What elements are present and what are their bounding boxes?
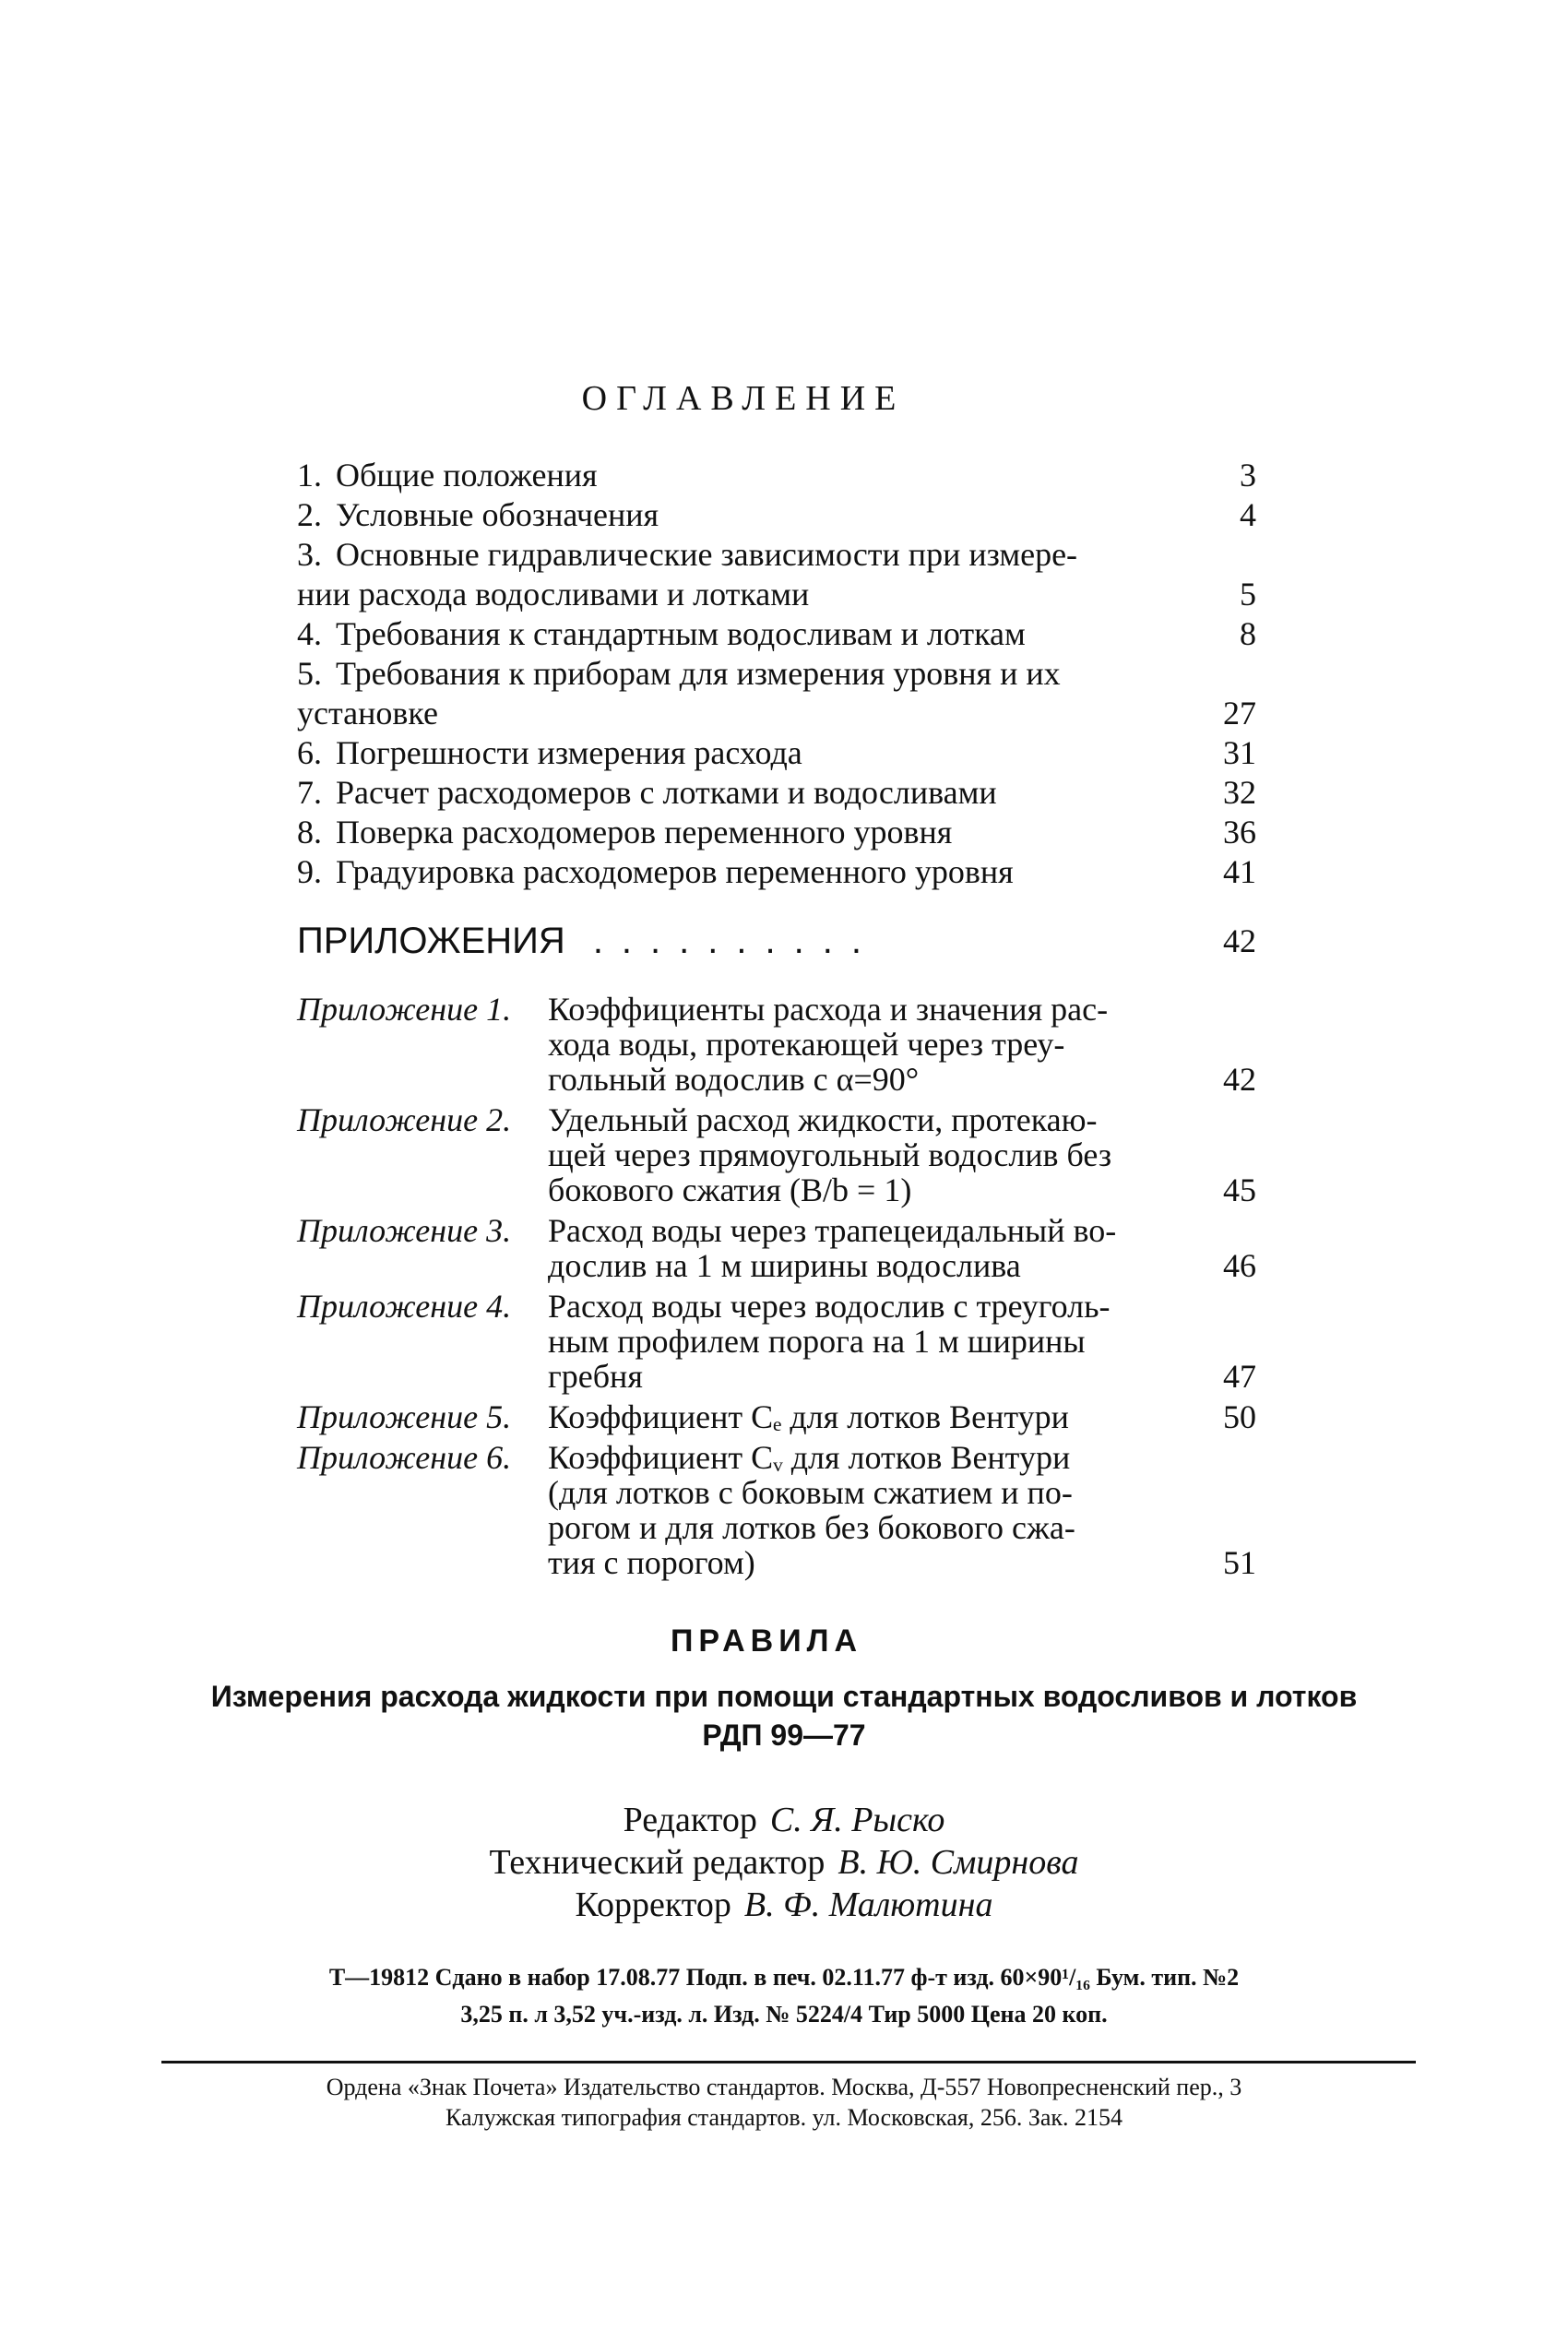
credit-role: Редактор — [623, 1801, 757, 1839]
toc-entry-text: Основные гидравлические зависимости при измере- — [336, 536, 1078, 573]
appendix-text-line: хода воды, протекающей через треу- — [548, 1026, 1065, 1063]
toc-entry-page: 8 — [1240, 615, 1256, 652]
toc-entry-text: Расчет расходомеров с лотками и водосливами — [336, 774, 997, 811]
imprint-line-2: 3,25 п. л 3,52 уч.-изд. л. Изд. № 5224/4 Тир 5000 Цена 20 коп. — [460, 2001, 1108, 2028]
toc-entry-text: Градуировка расходомеров переменного уровня — [336, 853, 1014, 890]
appendix-text-line: рогом и для лотков без бокового сжа- — [548, 1509, 1075, 1546]
appendices-heading-label: ПРИЛОЖЕНИЯ — [297, 921, 565, 961]
toc-entry-line — [297, 614, 1173, 654]
leader-dots: .......... — [592, 921, 880, 961]
appendix-label: Приложение 3. — [297, 1212, 512, 1249]
toc-entry-text: Условные обозначения — [336, 496, 659, 533]
credit-tech-editor — [0, 1841, 1568, 1884]
appendix-text-line: (для лотков с боковым сжатием и по- — [548, 1474, 1073, 1511]
toc-entry-number: 6. — [297, 734, 322, 771]
credit-proofreader — [0, 1884, 1568, 1926]
toc-entry-line — [297, 535, 1173, 575]
credit-role: Технический редактор — [489, 1843, 826, 1882]
toc-entry — [297, 456, 1256, 495]
toc-entry-page: 5 — [1240, 576, 1256, 612]
toc-entry-number: 9. — [297, 853, 322, 890]
publisher-line-2: Калужская типография стандартов. ул. Московская, 256. Зак. 2154 — [445, 2104, 1123, 2131]
appendix-label: Приложение 6. — [297, 1439, 512, 1476]
credits — [0, 1799, 1568, 1926]
toc-entry-page: 31 — [1223, 734, 1256, 771]
toc-entry-number: 7. — [297, 774, 322, 811]
toc-entry-number: 4. — [297, 615, 322, 652]
appendix-page: 46 — [1223, 1247, 1256, 1284]
toc-entry-line — [297, 694, 1173, 733]
toc-entry-line — [297, 495, 1173, 535]
toc-entry-line — [297, 773, 1173, 813]
appendix-text-line: Расход воды через трапецеидальный во- — [548, 1212, 1117, 1249]
toc-title: ОГЛАВЛЕНИЕ — [581, 379, 906, 418]
toc-entry — [297, 535, 1256, 614]
appendix-entry — [297, 992, 1256, 1097]
appendices-heading-page: 42 — [1223, 922, 1256, 959]
credit-role: Корректор — [575, 1885, 731, 1924]
toc-entry — [297, 654, 1256, 733]
imprint-line-1: Т—19812 Сдано в набор 17.08.77 Подп. в печ. 02.11.77 ф-т изд. 60×90¹/₁₆ Бум. тип. №2 — [328, 1964, 1240, 1991]
appendix-entry — [297, 1289, 1256, 1394]
appendix-label: Приложение 1. — [297, 991, 512, 1028]
toc-entry-text: Общие положения — [336, 457, 598, 494]
toc-entry-number: 2. — [297, 496, 322, 533]
rules-subtitle-line-1: Измерения расхода жидкости при помощи стандартных водосливов и лотков — [210, 1680, 1358, 1713]
divider — [161, 2061, 1416, 2063]
publisher — [0, 2072, 1568, 2133]
appendix-label: Приложение 5. — [297, 1398, 512, 1435]
toc-entry-number: 3. — [297, 536, 322, 573]
appendix-page: 51 — [1223, 1544, 1256, 1581]
appendix-page: 47 — [1223, 1358, 1256, 1395]
appendix-text-line: Коэффициент Cᵥ для лотков Вентури — [548, 1439, 1071, 1476]
toc-entry-page: 3 — [1240, 457, 1256, 494]
toc-entry — [297, 813, 1256, 852]
appendix-entry — [297, 1399, 1256, 1434]
rules-subtitle-line-2: РДП 99—77 — [702, 1719, 866, 1752]
appendix-text-line: гребня — [548, 1358, 643, 1395]
appendix-entries — [297, 992, 1256, 1580]
toc-entry-number: 8. — [297, 814, 322, 850]
toc-entry-line — [297, 456, 1173, 495]
appendix-entry — [297, 1440, 1256, 1580]
appendix-text-line: дослив на 1 м ширины водослива — [548, 1247, 1021, 1284]
publisher-line-1: Ордена «Знак Почета» Издательство стандартов. Москва, Д-557 Новопресненский пер., 3 — [326, 2074, 1242, 2100]
toc-entries — [297, 456, 1256, 892]
toc-entry-line — [297, 813, 1173, 852]
table-of-contents — [297, 456, 1256, 1586]
toc-entry-number: 5. — [297, 655, 322, 692]
appendix-text-line: бокового сжатия (B/b = 1) — [548, 1171, 912, 1208]
credit-person: В. Ю. Смирнова — [837, 1843, 1079, 1882]
toc-entry-line — [297, 852, 1173, 892]
appendices-heading — [297, 918, 1256, 964]
appendix-entry — [297, 1102, 1256, 1207]
rules-subtitle — [0, 1677, 1568, 1754]
toc-entry-page: 41 — [1223, 853, 1256, 890]
appendix-text-line: Коэффициенты расхода и значения рас- — [548, 991, 1109, 1028]
appendix-label: Приложение 2. — [297, 1101, 512, 1138]
toc-entry — [297, 733, 1256, 773]
appendix-page: 42 — [1223, 1061, 1256, 1098]
toc-entry-text: Погрешности измерения расхода — [336, 734, 802, 771]
appendix-text-line: щей через прямоугольный водослив без — [548, 1136, 1112, 1173]
toc-entry-number: 1. — [297, 457, 322, 494]
toc-entry-page: 32 — [1223, 774, 1256, 811]
rules-title: ПРАВИЛА — [670, 1623, 863, 1659]
toc-entry-text: установке — [297, 695, 438, 731]
toc-entry-text: нии расхода водосливами и лотками — [297, 576, 810, 612]
appendix-text-line: Коэффициент Cₑ для лотков Вентури — [548, 1398, 1069, 1435]
credit-person: С. Я. Рыско — [769, 1801, 945, 1839]
toc-entry-text: Требования к стандартным водосливам и лоткам — [336, 615, 1026, 652]
appendix-page: 50 — [1223, 1398, 1256, 1435]
appendix-text-line: ным профилем порога на 1 м ширины — [548, 1323, 1086, 1360]
toc-entry — [297, 495, 1256, 535]
toc-entry-page: 27 — [1223, 695, 1256, 731]
toc-entry-text: Поверка расходомеров переменного уровня — [336, 814, 953, 850]
appendix-text-line: гольный водослив с α=90° — [548, 1061, 920, 1098]
toc-entry-text: Требования к приборам для измерения уровня и их — [336, 655, 1061, 692]
appendix-text-line: Расход воды через водослив с треуголь- — [548, 1288, 1111, 1325]
appendix-label: Приложение 4. — [297, 1288, 512, 1325]
toc-entry — [297, 614, 1256, 654]
credit-person: В. Ф. Малютина — [743, 1885, 993, 1924]
toc-entry-line — [297, 733, 1173, 773]
toc-entry-page: 36 — [1223, 814, 1256, 850]
appendix-page: 45 — [1223, 1171, 1256, 1208]
appendix-text-line: Удельный расход жидкости, протекаю- — [548, 1101, 1098, 1138]
appendix-entry — [297, 1213, 1256, 1283]
toc-entry — [297, 852, 1256, 892]
credit-editor — [0, 1799, 1568, 1841]
toc-entry-line — [297, 654, 1173, 694]
imprint — [0, 1959, 1568, 2033]
appendix-text-line: тия с порогом) — [548, 1544, 755, 1581]
toc-entry-line — [297, 575, 1173, 614]
toc-entry — [297, 773, 1256, 813]
toc-entry-page: 4 — [1240, 496, 1256, 533]
